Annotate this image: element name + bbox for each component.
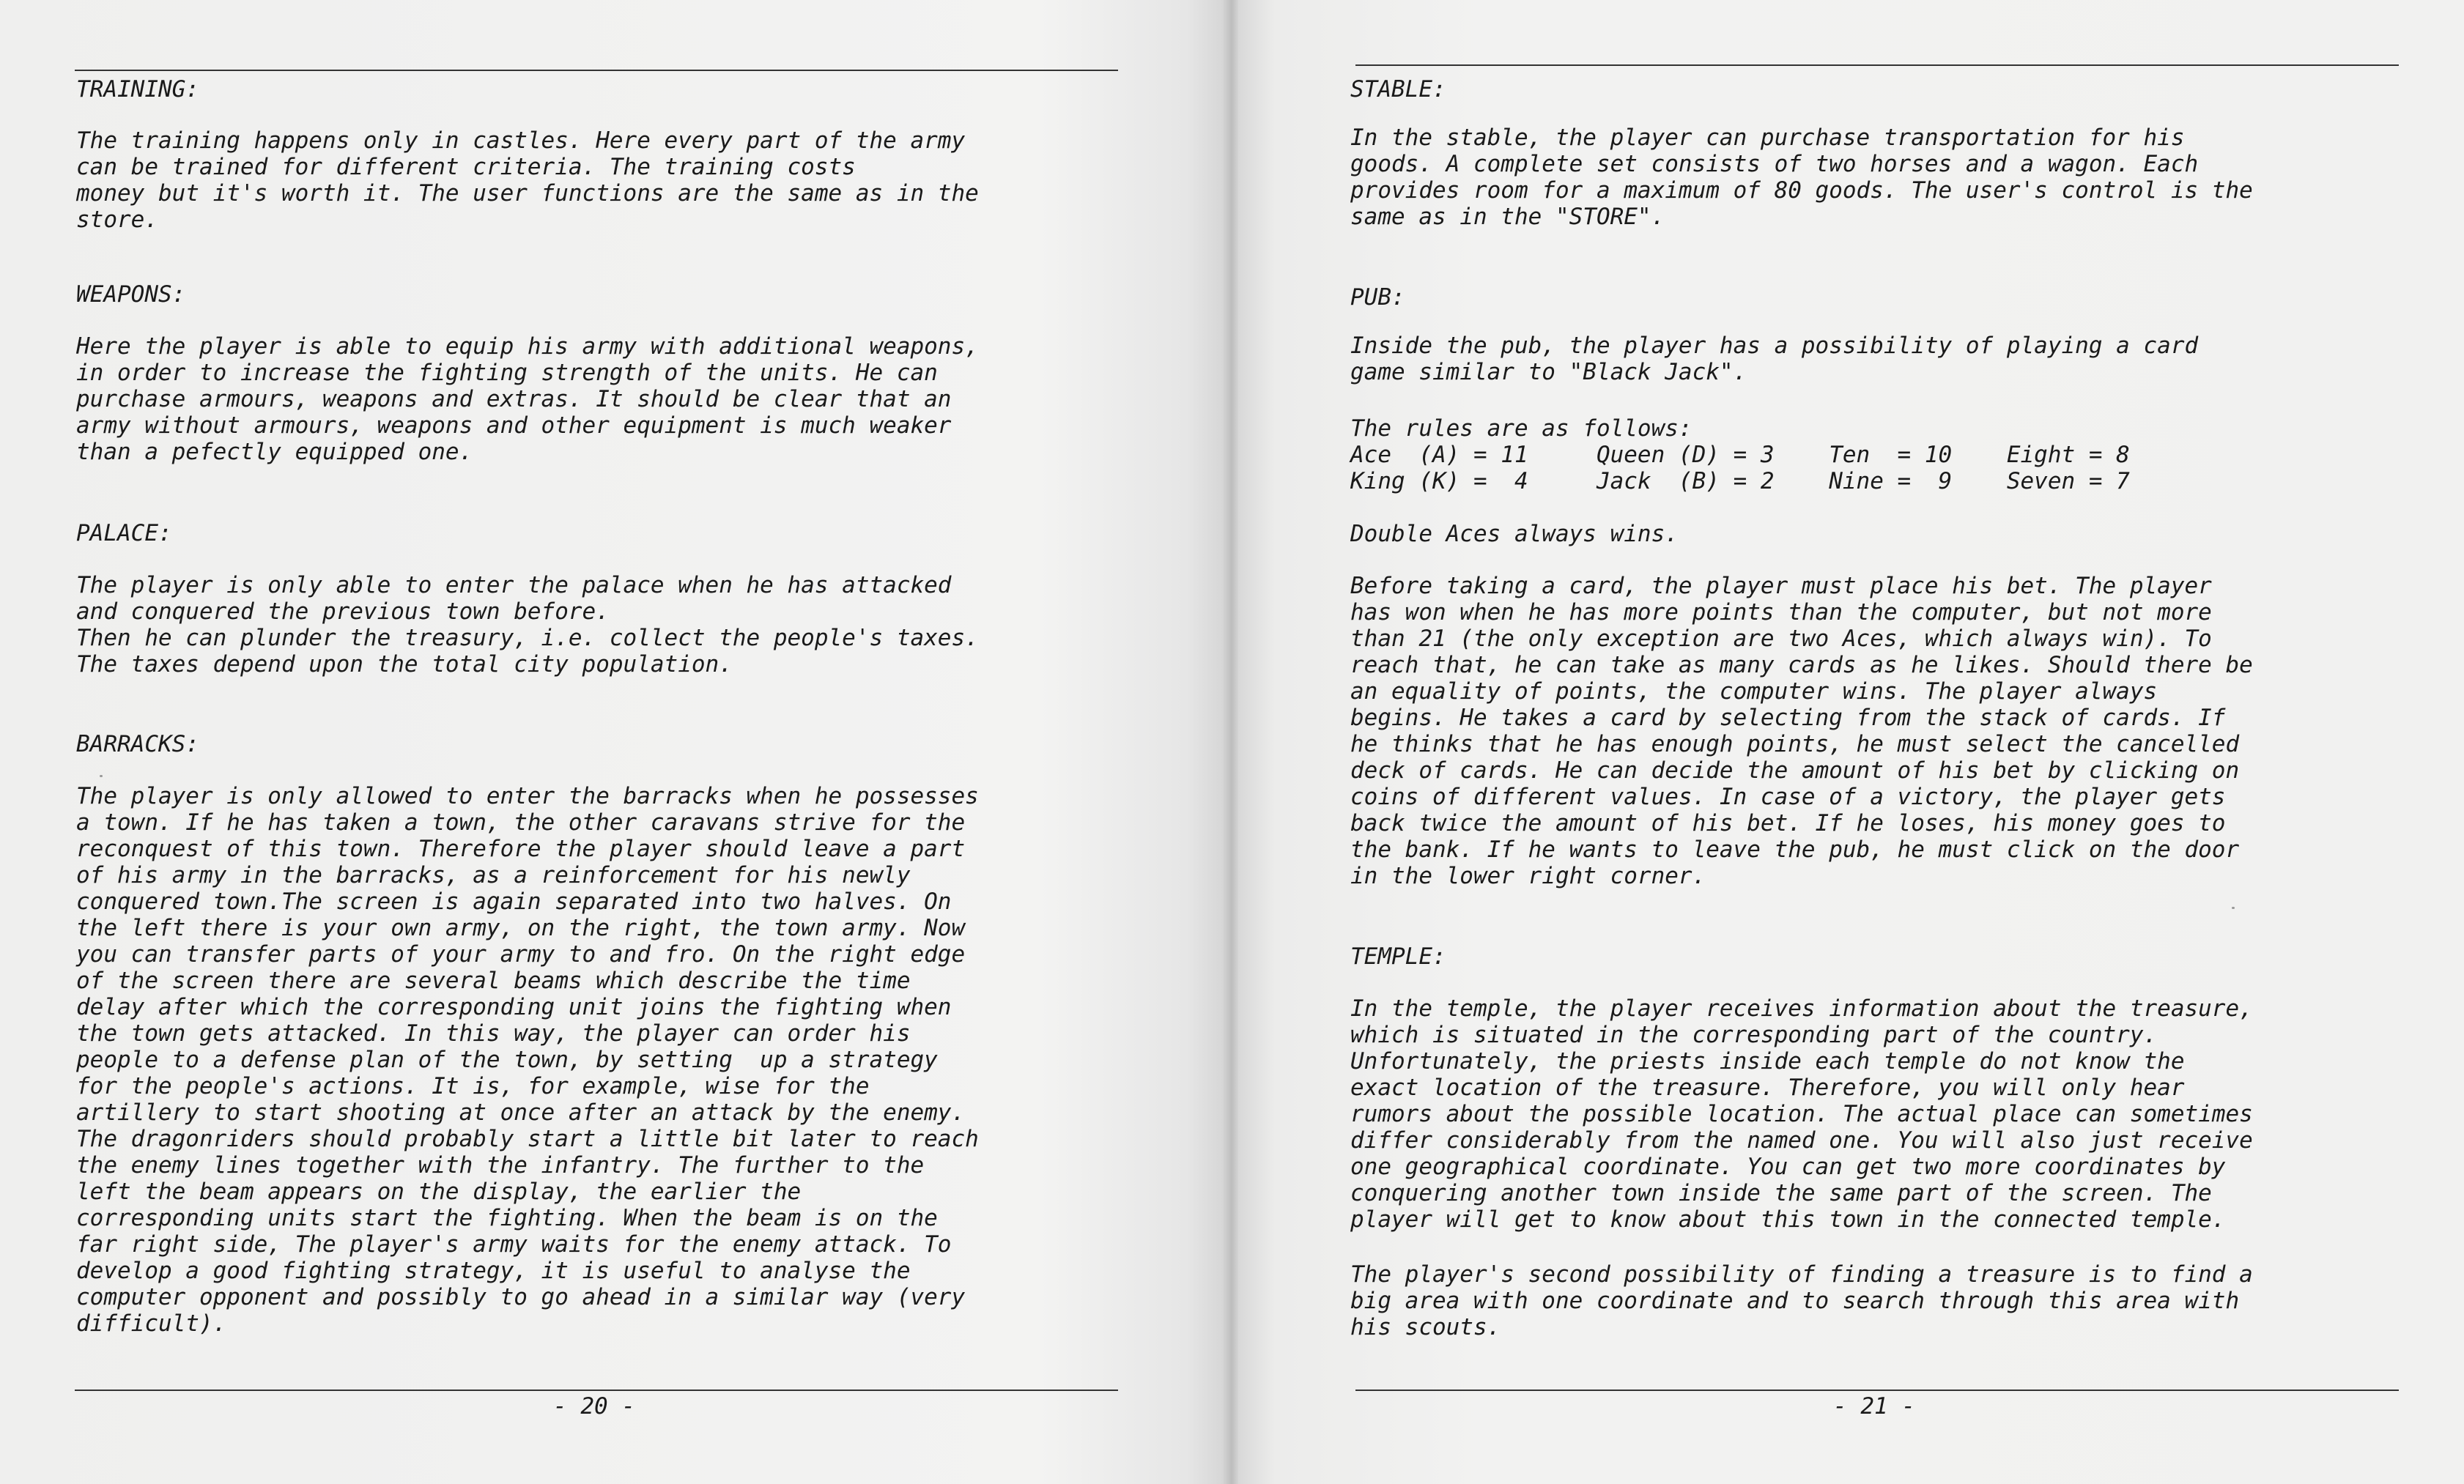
card-rules: The rules are as follows: Ace (A) = 11 Queen (D) = 3 Ten = 10 Eight = 8 King (K) = 4 Jack (B) = 2 Nine = 9 Seven = 7: [1350, 415, 2130, 494]
section-heading-weapons: WEAPONS:: [76, 281, 186, 308]
page-number: - 21 -: [1833, 1393, 1915, 1420]
section-heading-stable: STABLE:: [1350, 76, 1446, 103]
paragraph-weapons: Here the player is able to equip his army with additional weapons, in order to increase the fighting strength of the units. He can purchase armours, weapons and extras. It should be clear that an army without armours, weapons and other equipment is much weaker than a pefectly equipped one.: [76, 333, 979, 465]
right-page: [1238, 0, 2464, 1484]
bottom-rule: [1355, 1390, 2399, 1391]
section-heading-temple: TEMPLE:: [1350, 943, 1446, 970]
paragraph-stable: In the stable, the player can purchase transportation for his goods. A complete set consists of two horses and a wagon. Each provides room for a maximum of 80 goods. The user's control is the same as in the "STORE".: [1350, 125, 2253, 230]
top-rule: [1355, 64, 2399, 66]
section-heading-barracks: BARRACKS:: [76, 731, 199, 757]
section-heading-pub: PUB:: [1350, 284, 1405, 311]
section-heading-training: TRAINING:: [76, 76, 199, 103]
paragraph-training: The training happens only in castles. Here every part of the army can be trained for different criteria. The training costs money but it's worth it. The user functions are the same as in the store.: [76, 127, 979, 233]
top-rule: [75, 70, 1118, 71]
left-page: [0, 0, 1225, 1484]
paragraph-palace: The player is only able to enter the palace when he has attacked and conquered the previous town before. Then he can plunder the treasury, i.e. collect the people's taxes. The taxes depend upon the total city population.: [76, 572, 979, 678]
bottom-rule: [75, 1390, 1118, 1391]
section-heading-palace: PALACE:: [76, 520, 172, 546]
paragraph-barracks: The player is only allowed to enter the barracks when he possesses a town. If he has taken a town, the other caravans strive for the reconquest of this town. Therefore the player should leave a part of his army in the barracks, as a reinforcement for his newly conquered town.The screen is again separated into two halves. On the left there is your own army, on the right, the town army. Now you can transfer parts of your army to and fro. On the right edge of the screen there are several beams which describe the time delay after which the corresponding unit joins the fighting when the town gets attacked. In this way, the player can order his people to a defense plan of the town, by setting up a strategy for the people's actions. It is, for example, wise for the artillery to start shooting at once after an attack by the enemy. The dragonriders should probably start a little bit later to reach the enemy lines together with the infantry. The further to the left the beam appears on the display, the earlier the corresponding units start the fighting. When the beam is on the far right side, The player's army waits for the enemy attack. To develop a good fighting strategy, it is useful to analyse the computer opponent and possibly to go ahead in a similar way (very difficult).: [76, 783, 979, 1337]
page-number: - 20 -: [553, 1393, 635, 1420]
paragraph-pub-intro: Inside the pub, the player has a possibility of playing a card game similar to "Black Jack".: [1350, 333, 2199, 385]
paragraph-pub-rules: Before taking a card, the player must place his bet. The player has won when he has more points than the computer, but not more than 21 (the only exception are two Aces, which always win). To reach that, he can take as many cards as he likes. Should there be an equality of points, the computer wins. The player always begins. He takes a card by selecting from the stack of cards. If he thinks that he has enough points, he must select the cancelled deck of cards. He can decide the amount of his bet by clicking on coins of different values. In case of a victory, the player gets back twice the amount of his bet. If he loses, his money goes to the bank. If he wants to leave the pub, he must click on the door in the lower right corner.: [1350, 573, 2253, 889]
paper-speck: [2232, 907, 2235, 909]
paragraph-temple-second: The player's second possibility of finding a treasure is to find a big area with one coordinate and to search through this area with his scouts.: [1350, 1261, 2253, 1340]
paragraph-double-aces: Double Aces always wins.: [1350, 521, 1679, 547]
paper-speck: [100, 775, 103, 777]
paragraph-temple: In the temple, the player receives information about the treasure, which is situated in the corresponding part of the country. Unfortunately, the priests inside each temple do not know the exact location of the treasure. Therefore, you will only hear rumors about the possible location. The actual place can sometimes differ considerably from the named one. You will also just receive one geographical coordinate. You can get two more coordinates by conquering another town inside the same part of the screen. The player will get to know about this town in the connected temple.: [1350, 995, 2253, 1233]
book-gutter: [1225, 0, 1238, 1484]
